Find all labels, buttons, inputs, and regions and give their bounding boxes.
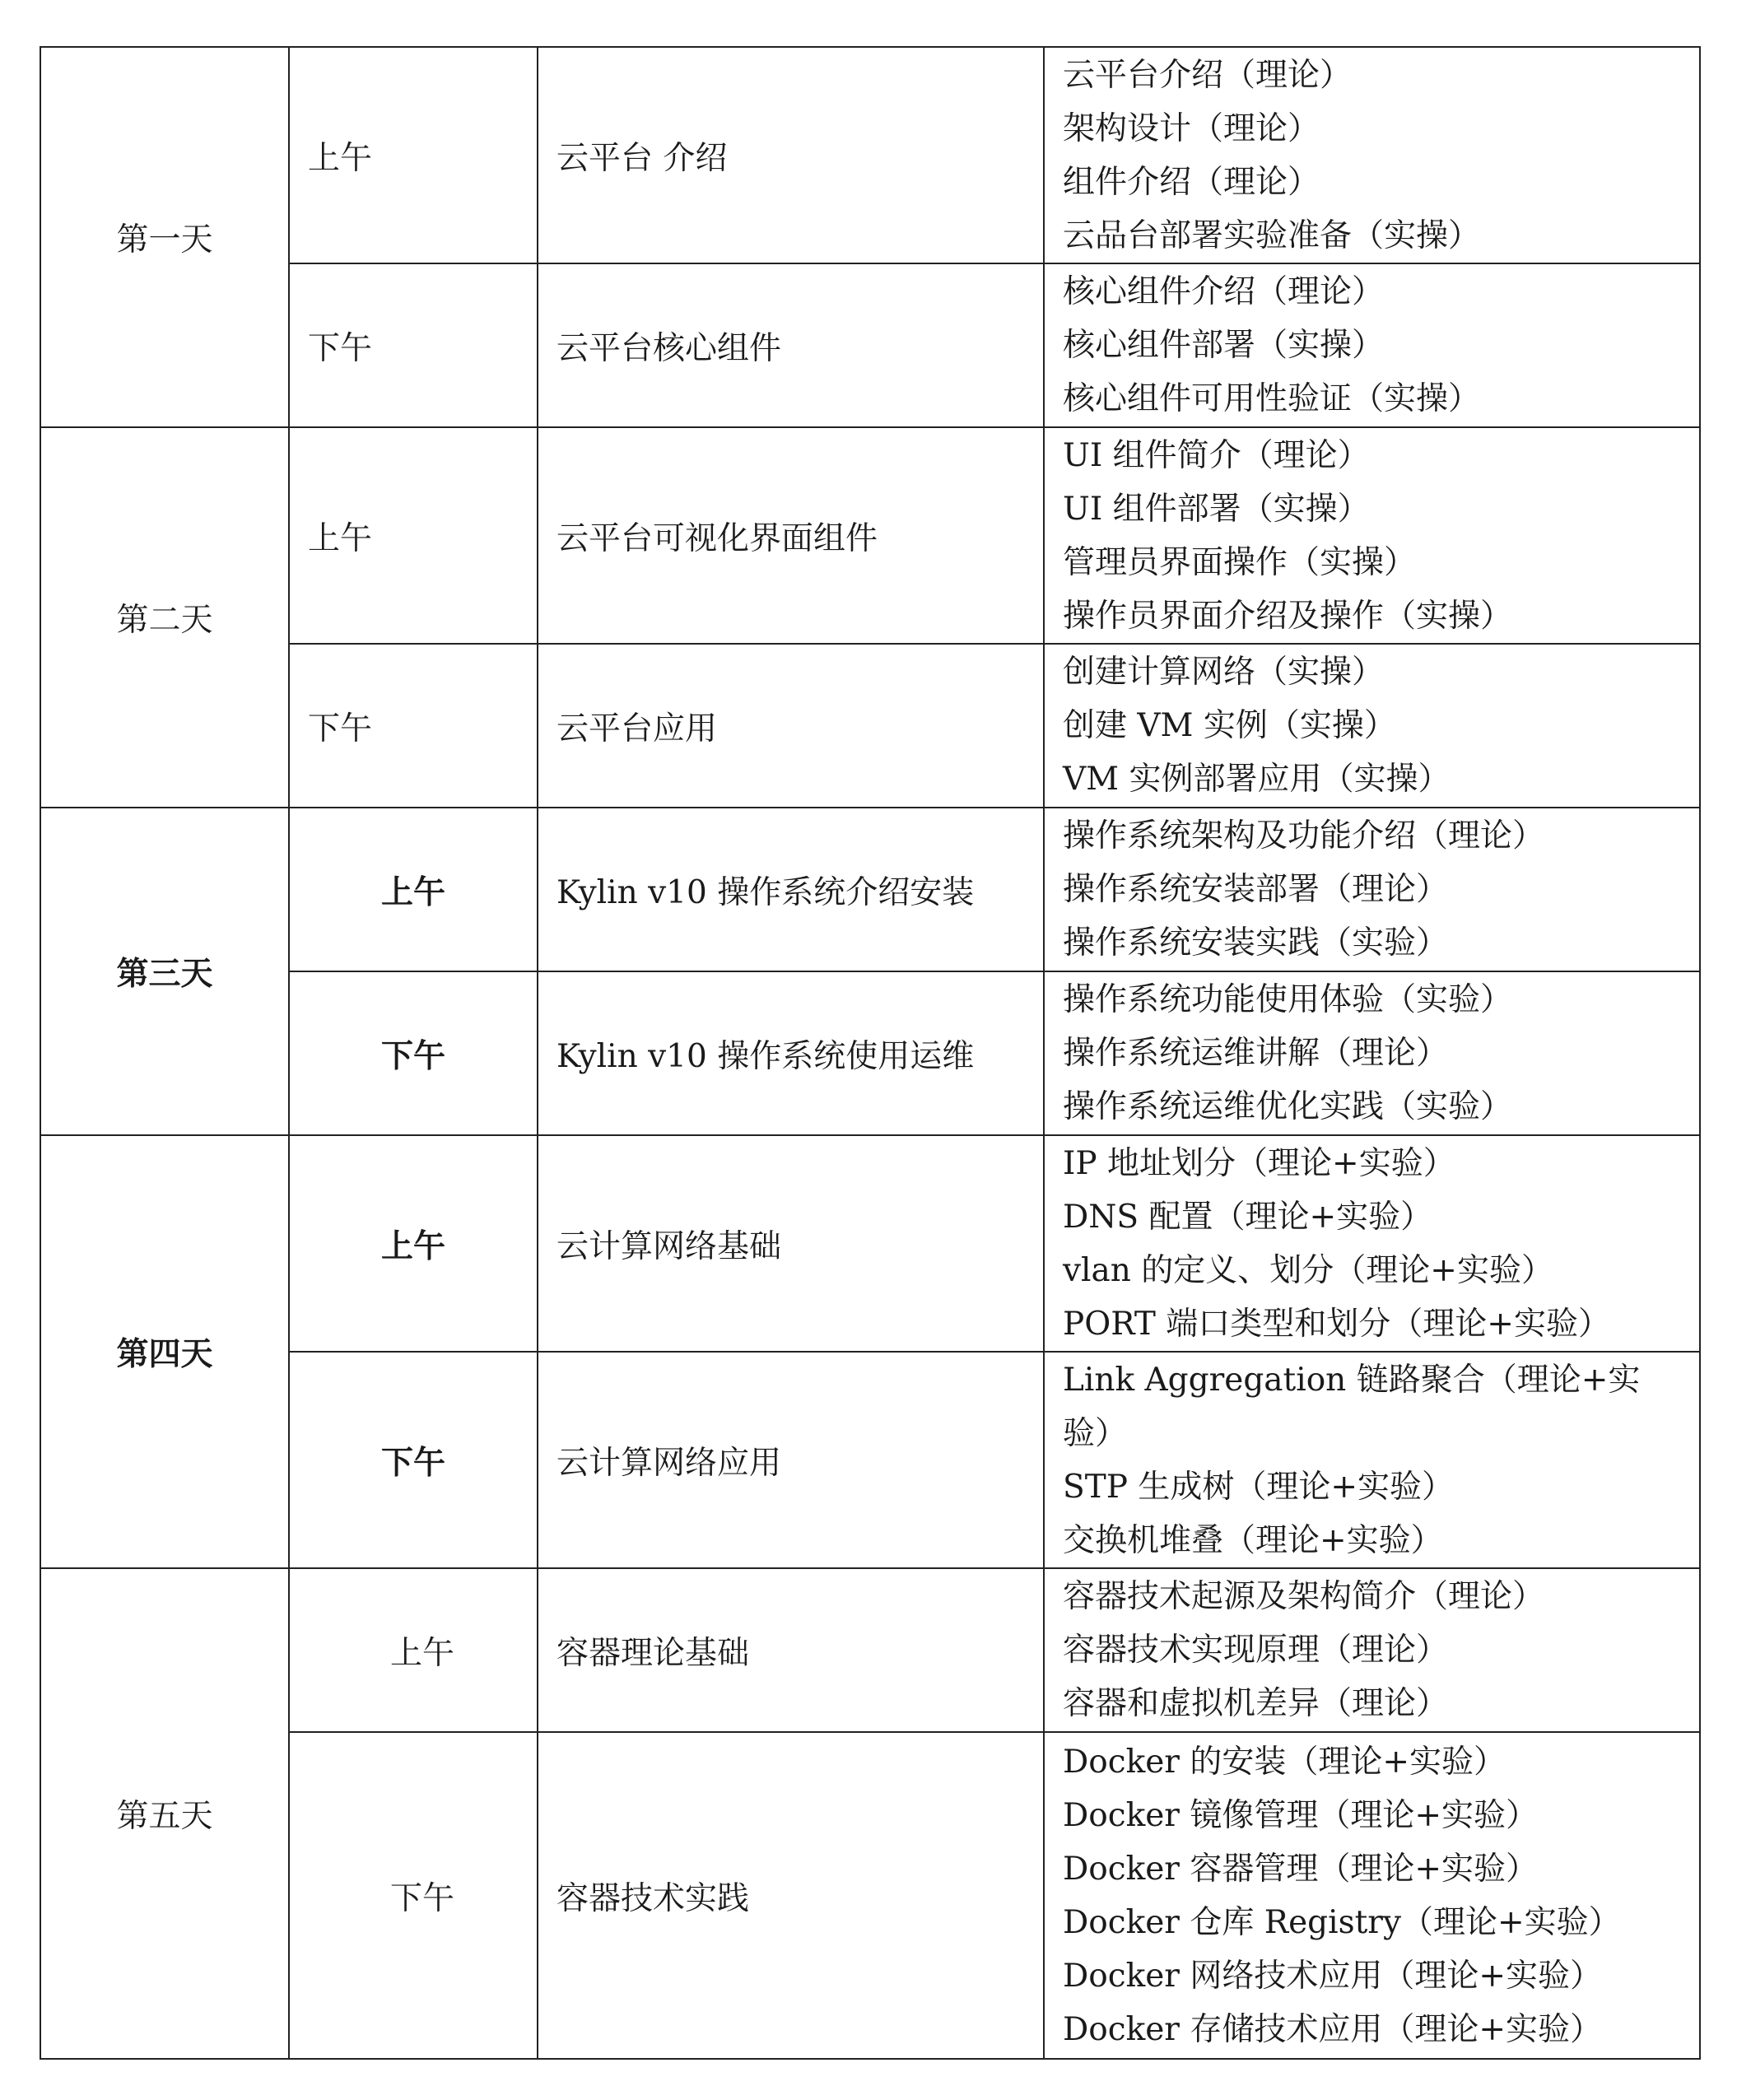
content-item: 容器技术起源及架构简介（理论） (1063, 1578, 1545, 1615)
topic-label: Kylin v10 操作系统使用运维 (556, 1037, 975, 1075)
content-item: 管理员界面操作（实操） (1063, 543, 1417, 581)
period-cell (289, 47, 538, 263)
session-row (40, 427, 1700, 644)
session-row (40, 1568, 1700, 1732)
training-schedule-table (40, 46, 1701, 2060)
period-cell (289, 263, 538, 427)
content-items-cell (1044, 808, 1700, 971)
content-item: Docker 网络技术应用（理论+实验） (1063, 1957, 1603, 1995)
content-items-cell (1044, 427, 1700, 644)
topic-label: 云平台应用 (556, 710, 718, 747)
day-cell (40, 1135, 289, 1568)
topic-cell (538, 1732, 1044, 2059)
content-item: Docker 的安装（理论+实验） (1063, 1743, 1506, 1781)
period-cell (289, 427, 538, 644)
day-label: 第二天 (116, 602, 213, 639)
content-item: PORT 端口类型和划分（理论+实验） (1063, 1305, 1610, 1343)
day-label: 第五天 (116, 1798, 213, 1835)
content-item: 组件介绍（理论） (1063, 163, 1320, 201)
content-item: 核心组件部署（实操） (1063, 327, 1385, 364)
period-cell (289, 1135, 538, 1352)
content-item: Docker 镜像管理（理论+实验） (1063, 1796, 1539, 1834)
topic-cell (538, 644, 1044, 808)
topic-label: 云平台核心组件 (556, 329, 782, 367)
topic-cell (538, 808, 1044, 971)
topic-label: 云平台 介绍 (556, 139, 728, 177)
topic-cell (538, 47, 1044, 263)
content-item: Link Aggregation 链路聚合（理论+实验） (1063, 1361, 1641, 1452)
day-label: 第一天 (116, 221, 213, 258)
topic-cell (538, 427, 1044, 644)
period-cell (289, 644, 538, 808)
period-cell (289, 1732, 538, 2059)
schedule-body (40, 47, 1700, 2059)
content-item: Docker 存储技术应用（理论+实验） (1063, 2010, 1603, 2048)
content-item: 操作系统功能使用体验（实验） (1063, 981, 1513, 1018)
day-cell (40, 47, 289, 427)
period-label: 上午 (308, 139, 373, 177)
topic-label: Kylin v10 操作系统介绍安装 (556, 873, 975, 911)
period-cell (289, 808, 538, 971)
content-item: UI 组件部署（实操） (1063, 490, 1370, 528)
content-items-cell (1044, 644, 1700, 808)
content-item: STP 生成树（理论+实验） (1063, 1468, 1455, 1506)
session-row (40, 644, 1700, 808)
content-item: 容器和虚拟机差异（理论） (1063, 1685, 1449, 1722)
topic-cell (538, 1568, 1044, 1732)
period-label: 上午 (380, 1227, 445, 1265)
content-items-cell (1044, 47, 1700, 263)
content-item: vlan 的定义、划分（理论+实验） (1063, 1251, 1553, 1289)
content-item: 操作员界面介绍及操作（实操） (1063, 597, 1513, 635)
content-item: 创建计算网络（实操） (1063, 654, 1385, 691)
content-item: 云品台部署实验准备（实操） (1063, 217, 1481, 254)
session-row (40, 971, 1700, 1135)
content-item: IP 地址划分（理论+实验） (1063, 1144, 1455, 1182)
period-cell (289, 1568, 538, 1732)
topic-label: 云计算网络应用 (556, 1444, 782, 1482)
session-row (40, 47, 1700, 263)
content-item: 核心组件可用性验证（实操） (1063, 380, 1481, 417)
content-items-cell (1044, 1352, 1700, 1568)
content-items-cell (1044, 1732, 1700, 2059)
topic-label: 容器技术实践 (556, 1879, 750, 1917)
period-label: 下午 (389, 1879, 454, 1917)
day-label: 第四天 (116, 1335, 213, 1373)
content-item: Docker 仓库 Registry（理论+实验） (1063, 1903, 1621, 1941)
content-items-cell (1044, 263, 1700, 427)
period-label: 下午 (380, 1036, 445, 1075)
content-item: DNS 配置（理论+实验） (1063, 1198, 1433, 1236)
topic-cell (538, 1135, 1044, 1352)
content-item: UI 组件简介（理论） (1063, 436, 1370, 474)
topic-cell (538, 971, 1044, 1135)
day-cell (40, 1568, 289, 2059)
period-label: 下午 (308, 710, 373, 747)
session-row (40, 1732, 1700, 2059)
day-cell (40, 427, 289, 808)
content-items-cell (1044, 1568, 1700, 1732)
topic-cell (538, 1352, 1044, 1568)
day-label: 第三天 (116, 955, 213, 993)
topic-label: 云平台可视化界面组件 (556, 519, 878, 557)
period-label: 上午 (389, 1634, 454, 1672)
period-label: 上午 (308, 519, 373, 557)
content-items-cell (1044, 1135, 1700, 1352)
day-cell (40, 808, 289, 1135)
session-row (40, 263, 1700, 427)
content-items-cell (1044, 971, 1700, 1135)
content-item: 核心组件介绍（理论） (1063, 273, 1385, 310)
content-item: 交换机堆叠（理论+实验） (1063, 1521, 1443, 1559)
period-label: 上午 (380, 873, 445, 911)
topic-label: 容器理论基础 (556, 1634, 750, 1672)
content-item: 操作系统架构及功能介绍（理论） (1063, 817, 1545, 854)
period-cell (289, 971, 538, 1135)
topic-cell (538, 263, 1044, 427)
session-row (40, 1135, 1700, 1352)
content-item: 操作系统安装实践（实验） (1063, 924, 1449, 962)
content-item: 操作系统运维讲解（理论） (1063, 1035, 1449, 1072)
content-item: 操作系统安装部署（理论） (1063, 871, 1449, 908)
content-item: 容器技术实现原理（理论） (1063, 1632, 1449, 1669)
content-item: Docker 容器管理（理论+实验） (1063, 1850, 1539, 1888)
topic-label: 云计算网络基础 (556, 1227, 782, 1265)
period-label: 下午 (380, 1443, 445, 1482)
period-label: 下午 (308, 329, 373, 367)
content-item: 创建 VM 实例（实操） (1063, 707, 1396, 744)
content-item: 架构设计（理论） (1063, 109, 1320, 147)
session-row (40, 1352, 1700, 1568)
session-row (40, 808, 1700, 971)
content-item: 云平台介绍（理论） (1063, 56, 1353, 94)
content-item: 操作系统运维优化实践（实验） (1063, 1088, 1513, 1125)
period-cell (289, 1352, 538, 1568)
content-item: VM 实例部署应用（实操） (1063, 761, 1451, 798)
